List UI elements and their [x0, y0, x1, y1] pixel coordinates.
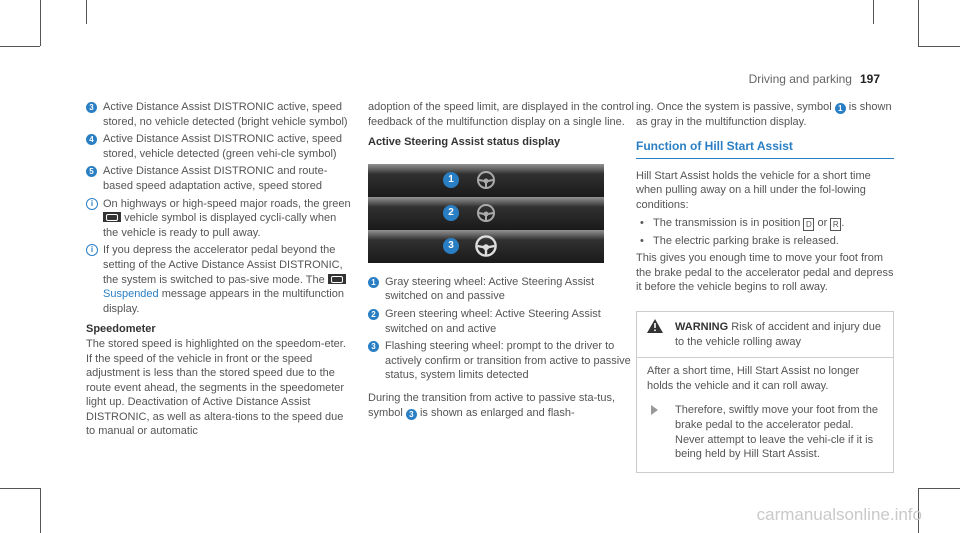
list-item [368, 307, 636, 336]
status-display-image [368, 164, 604, 263]
steering-wheel-icon [476, 203, 496, 223]
info-note [86, 243, 354, 316]
number-badge: 3 [368, 341, 379, 352]
number-badge: 5 [86, 166, 97, 177]
info-text: On highways or high-speed major roads, the green [103, 197, 351, 210]
number-badge: 4 [86, 134, 97, 145]
paragraph-text: is shown as enlarged and flash- [419, 406, 575, 419]
watermark: carmanualsonline.info [756, 505, 922, 524]
crop-mark [918, 46, 960, 47]
status-row [368, 230, 604, 263]
item-text: Flashing steering wheel: prompt to the driver to actively confirm or transition from active to passive status, system limits detected [385, 340, 631, 382]
hill-start-heading: Function of Hill Start Assist [636, 139, 894, 159]
list-item [368, 275, 636, 304]
paragraph: This gives you enough time to move your foot from the brake pedal to the accelerator pedal and depress it before the vehicle begins to roll away. [636, 252, 894, 294]
speedometer-heading: Speedometer [86, 323, 156, 336]
number-badge: 1 [835, 103, 846, 114]
warning-action [647, 403, 883, 461]
info-text: vehicle symbol is displayed cycli-cally when the vehicle is ready to pull away. [103, 212, 337, 239]
column-left [86, 100, 354, 442]
paragraph [636, 100, 894, 129]
paragraph-text: is shown as gray in the multifunction display. [636, 101, 892, 128]
paragraph [368, 391, 636, 420]
crop-mark [86, 0, 87, 24]
number-badge: 1 [368, 277, 379, 288]
warning-title-text: Risk of accident and injury due to the vehicle rolling away [675, 320, 882, 348]
number-badge: 2 [443, 205, 459, 221]
bullet-item: • The transmission is in position D or R . [636, 216, 894, 231]
bullet-text: The transmission is in position [653, 216, 801, 229]
bullet-item: • The electric parking brake is released. [636, 234, 894, 249]
bullet-text: or [817, 216, 828, 229]
list-item [86, 100, 354, 129]
vehicle-symbol-icon [103, 212, 121, 222]
item-text: Green steering wheel: Active Steering Assist switched on and active [385, 307, 601, 335]
info-text: If you depress the accelerator pedal beyond the setting of the Active Distance Assist DISTRONIC, the system is switched to pas-sive mode. The [103, 244, 343, 286]
page-number: 197 [859, 72, 880, 86]
item-text: Gray steering wheel: Active Steering Assist switched on and passive [385, 275, 595, 303]
crop-mark [40, 0, 41, 46]
column-right [636, 100, 894, 473]
crop-mark [0, 46, 40, 47]
item-text: Active Distance Assist DISTRONIC active, speed stored, vehicle detected (green vehi-cle symbol) [103, 133, 343, 160]
warning-box [636, 311, 894, 473]
steering-wheel-icon [474, 234, 498, 258]
paragraph: adoption of the speed limit, are displayed in the control feedback of the multifunction display on a single line. [368, 101, 634, 128]
warning-text: After a short time, Hill Start Assist no longer holds the vehicle and it can roll away. [647, 365, 860, 392]
suspended-message: Suspended [103, 288, 159, 301]
crop-mark [873, 0, 874, 24]
status-row [368, 197, 604, 230]
steering-wheel-icon [476, 170, 496, 190]
info-note [86, 197, 354, 241]
steering-assist-heading: Active Steering Assist status display [368, 136, 561, 149]
status-row [368, 164, 604, 197]
arrow-right-icon [651, 405, 658, 415]
gear-d-icon: D [803, 218, 814, 231]
number-badge: 3 [86, 102, 97, 113]
list-item [86, 132, 354, 161]
crop-mark [40, 488, 41, 533]
warning-triangle-icon [647, 319, 663, 333]
info-text: message appears in the multifunction display. [103, 288, 344, 315]
info-icon: i [86, 198, 98, 210]
column-middle [368, 100, 636, 423]
list-item [86, 164, 354, 193]
warning-action-text: Therefore, swiftly move your foot from the brake pedal to the accelerator pedal. Never attempt to leave the vehi-cle if it is being held by Hill Start Assist. [675, 404, 878, 461]
gear-r-icon: R [830, 218, 841, 231]
crop-mark [918, 0, 919, 46]
paragraph: Hill Start Assist holds the vehicle for a short time when pulling away on a hill under the fol-lowing conditions: [636, 169, 871, 211]
number-badge: 1 [443, 172, 459, 188]
list-item [368, 339, 636, 383]
vehicle-symbol-icon [328, 274, 346, 284]
crop-mark [0, 488, 40, 489]
page-header [749, 72, 880, 86]
warning-label: WARNING [675, 320, 729, 333]
number-badge: 3 [443, 238, 459, 254]
crop-mark [918, 488, 960, 489]
section-title: Driving and parking [748, 72, 852, 86]
item-text: Active Distance Assist DISTRONIC active, speed stored, no vehicle detected (bright vehicle symbol) [103, 101, 348, 128]
warning-title [647, 320, 883, 349]
item-text: Active Distance Assist DISTRONIC and route-based speed adaptation active, speed stored [103, 165, 328, 192]
info-icon: i [86, 244, 98, 256]
paragraph-text: During the transition from active to passive sta-tus, symbol [368, 391, 615, 419]
number-badge: 3 [406, 409, 417, 420]
speedometer-text: The stored speed is highlighted on the speedom-eter. If the speed of the vehicle in front or the speed adjustment is less than the stored speed due to the route event ahead, the segments in the speedometer light up. Deactivation of Active Distance Assist DISTRONIC, as well as altera-tions to the speed due to manual or automatic [86, 337, 346, 438]
number-badge: 2 [368, 309, 379, 320]
paragraph-text: ing. Once the system is passive, symbol [636, 101, 832, 113]
